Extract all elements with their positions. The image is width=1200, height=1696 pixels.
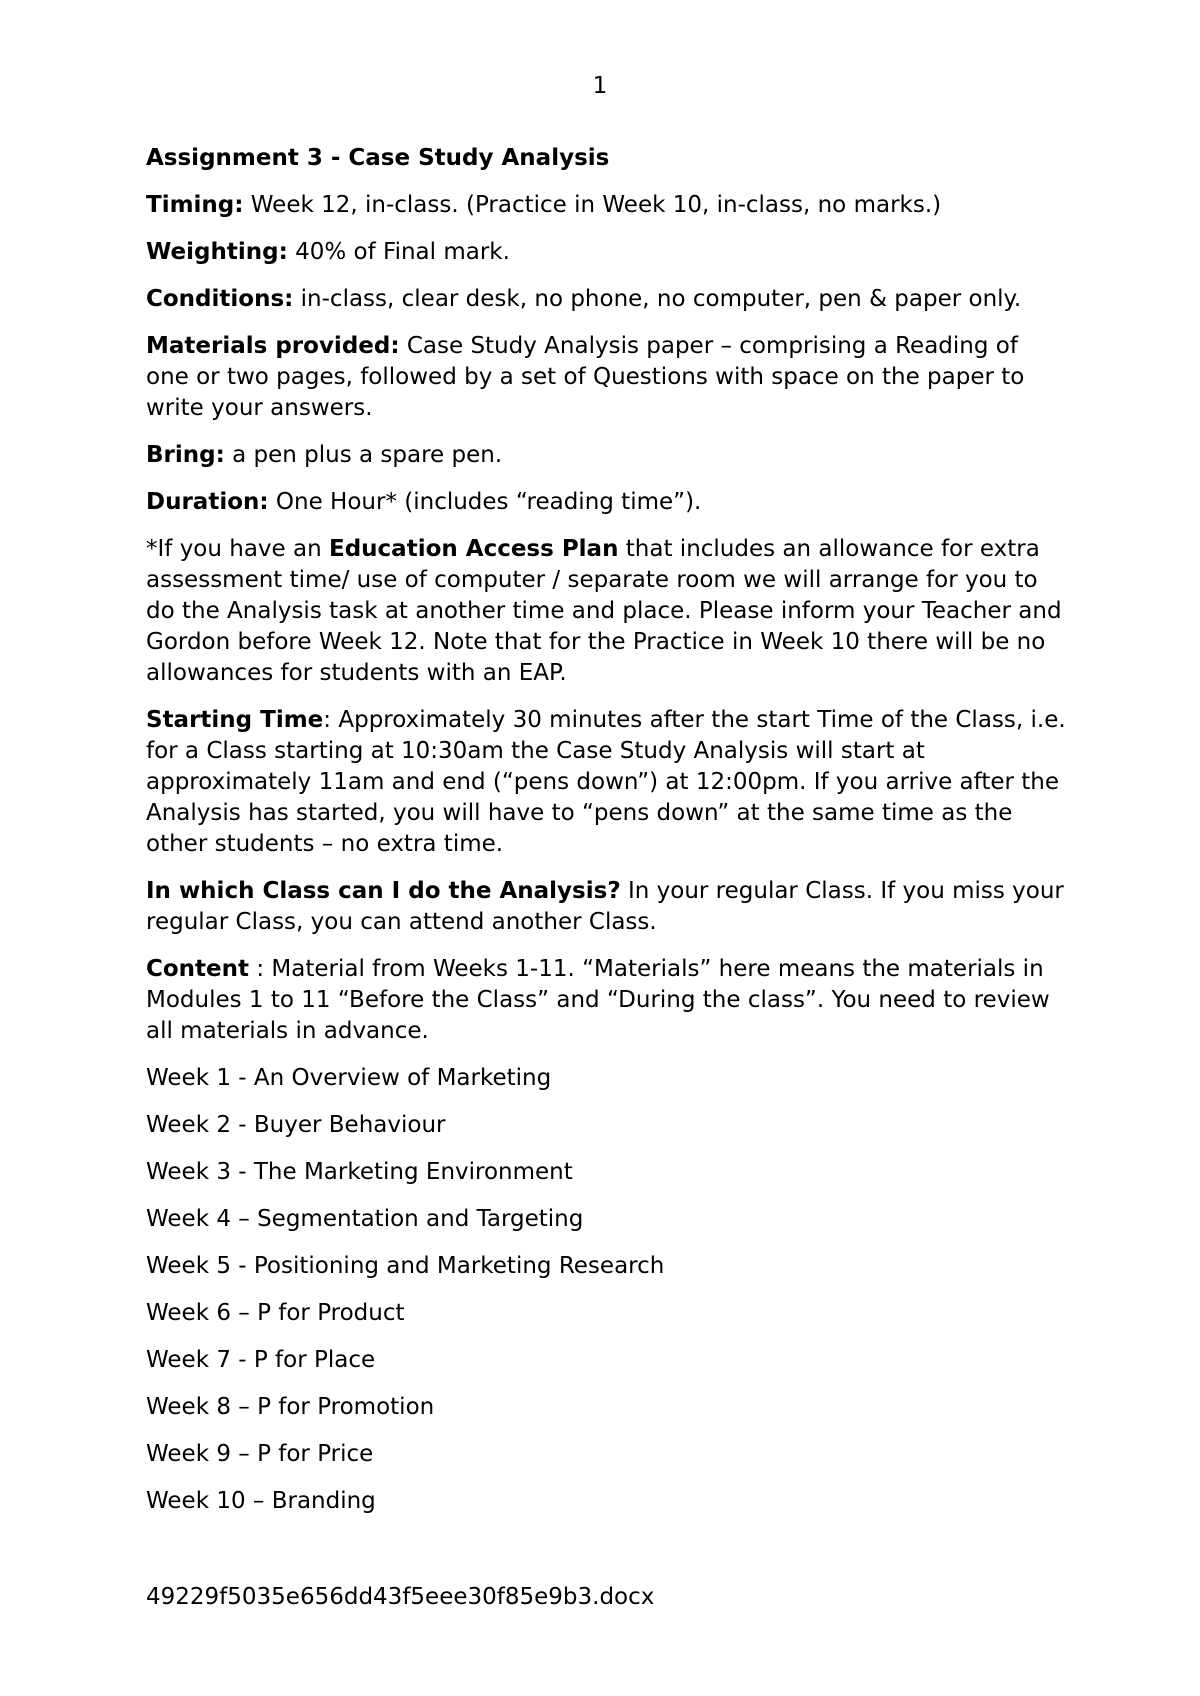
week-item: Week 6 – P for Product — [146, 1300, 405, 1326]
content-paragraph — [146, 954, 1066, 1047]
title-text: Assignment 3 - Case Study Analysis — [146, 145, 610, 171]
week-item: Week 5 - Positioning and Marketing Research — [146, 1253, 665, 1279]
document-filename-footer: 49229f5035e656dd43f5eee30f85e9b3.docx — [146, 1584, 655, 1610]
content-text: : Material from Weeks 1-11. “Materials” here means the materials in Modules 1 to 11 “Before the Class” and “During the class”. You need to review all materials in advance. — [146, 956, 1050, 1044]
eap-before: *If you have an — [146, 536, 329, 562]
week-item: Week 1 - An Overview of Marketing — [146, 1065, 552, 1091]
week-item: Week 3 - The Marketing Environment — [146, 1159, 573, 1185]
timing-label: Timing: — [146, 192, 244, 218]
bring-text: a pen plus a spare pen. — [224, 442, 503, 468]
eap-after: that includes an allowance for extra assessment time/ use of computer / separate room we will arrange for you to do the Analysis task at another time and place. Please inform your Teacher and Gordon before Week 12. Note that for the Practice in Week 10 there will be no allowances for students with an EAP. — [146, 536, 1062, 686]
page-number: 1 — [592, 73, 608, 99]
duration-text: One Hour* (includes “reading time”). — [268, 489, 702, 515]
document-title — [146, 143, 1066, 174]
conditions-paragraph — [146, 284, 1066, 315]
which-class-paragraph — [146, 876, 1066, 938]
materials-text: Case Study Analysis paper – comprising a Reading of one or two pages, followed by a set of Questions with space on the paper to write your answers. — [146, 333, 1025, 421]
week-item: Week 2 - Buyer Behaviour — [146, 1112, 446, 1138]
starting-time-label: Starting Time — [146, 707, 324, 733]
materials-label: Materials provided: — [146, 333, 400, 359]
eap-bold: Education Access Plan — [329, 536, 619, 562]
week-item: Week 10 – Branding — [146, 1488, 376, 1514]
eap-paragraph — [146, 534, 1066, 689]
weighting-paragraph — [146, 237, 1066, 268]
starting-time-paragraph — [146, 705, 1066, 860]
starting-time-text: : Approximately 30 minutes after the start Time of the Class, i.e. for a Class starting at 10:30am the Case Study Analysis will start at approximately 11am and end (“pens down”) at 12:00pm. If you arrive after the Analysis has started, you will have to “pens down” at the same time as the other students – no extra time. — [146, 707, 1066, 857]
bring-paragraph — [146, 440, 1066, 471]
duration-paragraph — [146, 487, 1066, 518]
bring-label: Bring: — [146, 442, 225, 468]
week-item: Week 7 - P for Place — [146, 1347, 376, 1373]
materials-paragraph — [146, 331, 1066, 424]
content-label: Content — [146, 956, 250, 982]
which-class-label: In which Class can I do the Analysis? — [146, 878, 621, 904]
week-item: Week 4 – Segmentation and Targeting — [146, 1206, 584, 1232]
timing-paragraph — [146, 190, 1066, 221]
week-item: Week 9 – P for Price — [146, 1441, 374, 1467]
document-body — [146, 143, 1066, 1533]
conditions-label: Conditions: — [146, 286, 294, 312]
timing-text: Week 12, in-class. (Practice in Week 10, in-class, no marks.) — [243, 192, 942, 218]
weighting-label: Weighting: — [146, 239, 288, 265]
conditions-text: in-class, clear desk, no phone, no computer, pen & paper only. — [293, 286, 1022, 312]
which-class-text: In your regular Class. If you miss your regular Class, you can attend another Class. — [146, 878, 1064, 935]
weighting-text: 40% of Final mark. — [287, 239, 510, 265]
duration-label: Duration: — [146, 489, 269, 515]
week-item: Week 8 – P for Promotion — [146, 1394, 435, 1420]
